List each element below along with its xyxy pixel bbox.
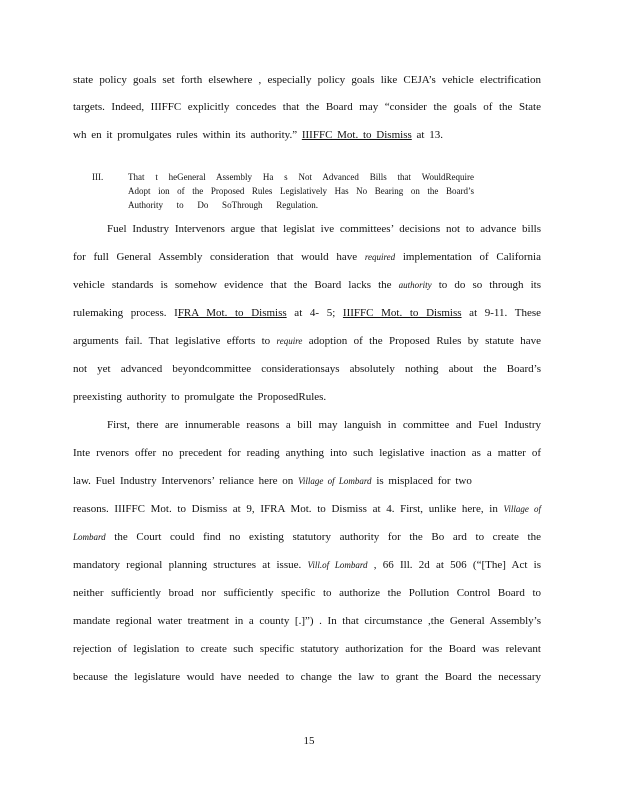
paragraph-line	[73, 362, 541, 376]
paragraph-line	[73, 670, 541, 684]
paragraph-line	[73, 250, 541, 264]
text-run: preexisting authority to promulgate the ProposedRules.	[73, 391, 327, 403]
text-run: at 9-11. These	[461, 307, 541, 319]
citation: IIIFFC Mot. to Dismiss	[342, 307, 462, 319]
paragraph-line	[73, 502, 541, 516]
paragraph-line	[73, 446, 541, 460]
text-run: Inte rvenors offer no precedent for reading anything into such legislative inaction as a matter of	[73, 447, 541, 459]
text-run: neither sufficiently broad nor sufficiently specific to authorize the Pollution Control Board to	[73, 587, 541, 599]
text-run: , 66 Ill. 2d at 506 (“[The] Act is	[367, 559, 541, 571]
text-run: mandatory regional planning structures at issue.	[73, 559, 308, 571]
paragraph-line	[73, 530, 541, 544]
italic-text: Village of Lombard	[298, 476, 372, 486]
text-run: at 4- 5;	[286, 307, 343, 319]
paragraph-line	[107, 418, 541, 432]
italic-text: required	[364, 252, 396, 262]
citation: FRA Mot. to Dismiss	[177, 307, 287, 319]
text-run: state policy goals set forth elsewhere , especially policy goals like CEJA’s vehicle electrification	[73, 74, 541, 86]
paragraph-line	[73, 474, 541, 488]
text-run: First, there are innumerable reasons a bill may languish in committee and Fuel Industry	[107, 419, 541, 431]
italic-text: Vill.of Lombard	[307, 560, 368, 570]
text-run: arguments fail. That legislative efforts to	[73, 335, 277, 347]
paragraph-line	[73, 100, 541, 114]
paragraph-line	[107, 222, 541, 236]
paragraph-line	[73, 128, 541, 142]
text-run: vehicle standards is somehow evidence that the Board lacks the	[73, 279, 399, 291]
paragraph-line	[73, 306, 541, 320]
text-run: to do so through its	[431, 279, 542, 291]
paragraph-line	[73, 73, 541, 87]
text-run: at 13.	[411, 129, 443, 141]
paragraph-line	[73, 558, 541, 572]
text-run: wh en it promulgates rules within its authority.”	[73, 129, 302, 141]
text-run: mandate regional water treatment in a county [.]”) . In that circumstance ,the General Assembly’s	[73, 615, 541, 627]
text-run: reasons. IIIFFC Mot. to Dismiss at 9, IFRA Mot. to Dismiss at 4. First, unlike here, in	[73, 503, 504, 515]
text-run: rejection of legislation to create such specific statutory authorization for the Board was relevant	[73, 643, 541, 655]
text-run: Fuel Industry Intervenors argue that legislat ive committees’ decisions not to advance bills	[107, 223, 541, 235]
section-number: III.	[92, 172, 104, 182]
text-run: implementation of California	[395, 251, 541, 263]
text-run: not yet advanced beyondcommittee considerationsays absolutely nothing about the Board’s	[73, 363, 541, 375]
paragraph-line	[73, 586, 541, 600]
paragraph-line	[73, 614, 541, 628]
paragraph-line	[73, 390, 541, 404]
section-heading-line: Adopt ion of the Proposed Rules Legislatively Has No Bearing on the Board’s	[128, 186, 474, 196]
page-number: 15	[303, 735, 315, 747]
text-run: for full General Assembly consideration that would have	[73, 251, 365, 263]
text-run: rulemaking process. I	[73, 307, 178, 319]
paragraph-line	[73, 642, 541, 656]
italic-text: require	[276, 336, 303, 346]
italic-text: Village of	[503, 504, 542, 514]
section-heading-line: That t heGeneral Assembly Ha s Not Advanced Bills that WouldRequire	[128, 172, 474, 182]
text-run: is misplaced for two	[371, 475, 472, 487]
italic-text: Lombard	[73, 532, 106, 542]
italic-text: authority	[398, 280, 432, 290]
text-run: targets. Indeed, IIIFFC explicitly concedes that the Board may “consider the goals of the State	[73, 101, 541, 113]
section-heading-line: Authority to Do SoThrough Regulation.	[128, 200, 318, 210]
text-run: because the legislature would have needed to change the law to grant the Board the necessary	[73, 671, 541, 683]
text-run: adoption of the Proposed Rules by statute have	[302, 335, 541, 347]
text-run: law. Fuel Industry Intervenors’ reliance here on	[73, 475, 299, 487]
citation: IIIFFC Mot. to Dismiss	[301, 129, 412, 141]
paragraph-line	[73, 334, 541, 348]
paragraph-line	[73, 278, 541, 292]
text-run: the Court could find no existing statutory authority for the Bo ard to create the	[105, 531, 541, 543]
